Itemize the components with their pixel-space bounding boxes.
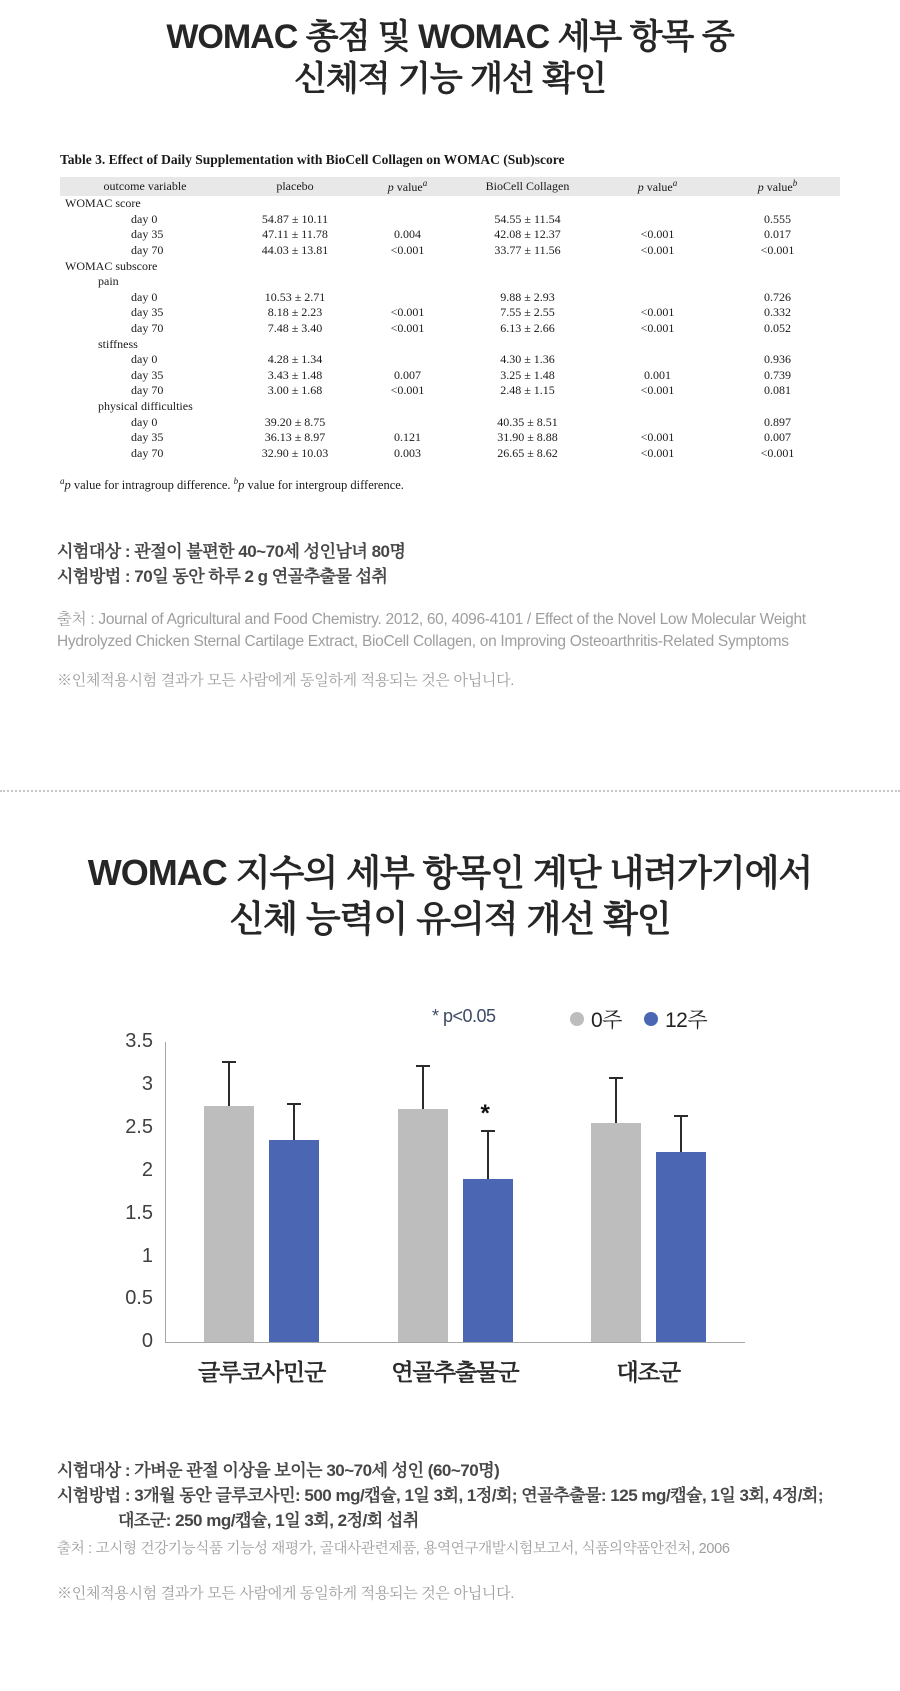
table-row-label: stiffness — [98, 336, 138, 351]
table-cell: 40.35 ± 8.51 — [497, 414, 558, 429]
table-row — [60, 383, 840, 399]
section-divider — [0, 790, 900, 792]
table-cell: 33.77 ± 11.56 — [494, 243, 561, 258]
table-row-label: day 70 — [131, 383, 164, 398]
womac-table-wrap — [60, 152, 840, 493]
table-title: Table 3. Effect of Daily Supplementation with BioCell Collagen on WOMAC (Sub)score — [60, 152, 565, 167]
table-cell: <0.001 — [390, 305, 425, 320]
table-cell: 3.25 ± 1.48 — [500, 367, 555, 382]
table-cell: 0.739 — [764, 367, 791, 382]
table-cell: 31.90 ± 8.88 — [497, 430, 558, 445]
section2-study-info — [57, 1458, 900, 1533]
table-cell: 0.052 — [764, 321, 791, 336]
table-row — [60, 196, 840, 212]
table-cell: 0.936 — [764, 352, 791, 367]
table-cell: 0.004 — [394, 227, 421, 242]
table-row-label: physical difficulties — [98, 399, 193, 414]
table-cell: 47.11 ± 11.78 — [262, 227, 328, 242]
table-cell: <0.001 — [640, 305, 675, 320]
y-tick-label: 0 — [141, 1330, 153, 1353]
legend-item — [644, 1004, 707, 1034]
significance-asterisk: * — [480, 1099, 490, 1127]
table-cell: 4.28 ± 1.34 — [267, 352, 323, 367]
table-cell: <0.001 — [640, 321, 675, 336]
table-row — [60, 446, 840, 462]
table-cell: <0.001 — [390, 243, 425, 258]
table-cell: 39.20 ± 8.75 — [264, 414, 326, 429]
table-cell: 36.13 ± 8.97 — [264, 430, 326, 445]
table-row-label: WOMAC subscore — [65, 258, 158, 273]
table-column-header: outcome variable — [103, 179, 187, 193]
table-row-label: WOMAC score — [65, 196, 141, 211]
table-cell: 7.55 ± 2.55 — [500, 305, 555, 320]
table-row — [60, 321, 840, 337]
table-row-label: day 0 — [131, 211, 158, 226]
section1-title — [0, 0, 900, 100]
table-row — [60, 305, 840, 321]
section2-title-line2: 신체 능력이 유의적 개선 확인 — [229, 898, 671, 940]
table-header-row — [60, 177, 840, 196]
legend-label: 12주 — [664, 1009, 708, 1033]
table-column-header: BioCell Collagen — [485, 179, 570, 193]
table-cell: 8.18 ± 2.23 — [267, 305, 323, 320]
section1-title-line2: 신체적 기능 개선 확인 — [294, 60, 606, 98]
section1-method: 시험방법 : 70일 동안 하루 2 g 연골추출물 섭취 — [57, 567, 388, 587]
bar-chart — [50, 1030, 850, 1392]
section1-source — [57, 609, 900, 653]
table-cell: 7.48 ± 3.40 — [267, 321, 323, 336]
category-label: 대조군 — [616, 1359, 681, 1386]
table-row — [60, 399, 840, 415]
error-bar-line — [228, 1061, 230, 1106]
table-cell: <0.001 — [640, 383, 675, 398]
table-row — [60, 352, 840, 368]
x-axis-line — [165, 1342, 745, 1343]
table-row — [60, 290, 840, 306]
legend-label: 0주 — [591, 1009, 622, 1033]
table-cell: 9.88 ± 2.93 — [500, 289, 555, 304]
table-cell: 4.30 ± 1.36 — [500, 352, 555, 367]
table-cell: 0.332 — [764, 305, 791, 320]
table-cell: 10.53 ± 2.71 — [264, 289, 326, 304]
table-row — [60, 258, 840, 274]
table-cell: 0.555 — [764, 211, 791, 226]
table-row-label: day 70 — [131, 321, 164, 336]
table-cell: 42.08 ± 12.37 — [494, 227, 561, 242]
chart-legend-row — [0, 1002, 900, 1032]
y-tick-label: 2.5 — [125, 1115, 153, 1138]
table-row — [60, 368, 840, 384]
table-cell: 0.017 — [764, 227, 791, 242]
table-row-label: day 0 — [131, 414, 158, 429]
table-cell: 0.081 — [764, 383, 791, 398]
table-cell: <0.001 — [640, 445, 675, 460]
womac-table — [60, 177, 840, 461]
table-cell: 0.007 — [394, 367, 421, 382]
table-cell: 2.48 ± 1.15 — [500, 383, 555, 398]
table-row-label: day 0 — [131, 289, 158, 304]
section1-subjects: 시험대상 : 관절이 불편한 40~70세 성인남녀 80명 — [57, 542, 406, 562]
chart-legend — [570, 1004, 707, 1034]
table-cell: 44.03 ± 13.81 — [261, 243, 329, 258]
table-row-label: day 0 — [131, 352, 158, 367]
section1-title-line1: WOMAC 총점 및 WOMAC 세부 항목 중 — [166, 18, 734, 56]
y-tick-label: 0.5 — [125, 1287, 153, 1310]
table-cell: 54.55 ± 11.54 — [494, 211, 561, 226]
table-row-label: day 35 — [131, 367, 164, 382]
y-tick-label: 3 — [141, 1073, 153, 1096]
table-cell: <0.001 — [390, 321, 425, 336]
chart-bar — [463, 1179, 513, 1342]
table-row — [60, 336, 840, 352]
table-cell: 0.007 — [764, 430, 791, 445]
table-row — [60, 274, 840, 290]
error-bar-line — [487, 1130, 489, 1180]
table-cell: <0.001 — [390, 383, 425, 398]
table-column-header: placebo — [276, 179, 314, 193]
error-bar-line — [422, 1065, 424, 1109]
error-bar-cap — [481, 1130, 495, 1132]
table-cell: 0.003 — [394, 445, 421, 460]
table-cell: 0.121 — [394, 430, 421, 445]
table-column-header: p value$^a$ — [387, 178, 428, 194]
table-row — [60, 212, 840, 228]
table-cell: 3.43 ± 1.48 — [267, 367, 323, 382]
error-bar-line — [615, 1077, 617, 1123]
table-row — [60, 243, 840, 259]
y-tick-label: 3.5 — [125, 1030, 153, 1053]
section2-source: 출처 : 고시형 건강기능식품 기능성 재평가, 골대사관련제품, 용역연구개발시험보고서, 식품의약품안전처, 2006 — [57, 1541, 730, 1558]
table-footnote: $^a$p value for intragroup difference. $^b$p value for intergroup difference. — [60, 476, 404, 493]
error-bar-cap — [416, 1065, 430, 1067]
legend-dot-icon — [644, 1012, 658, 1026]
table-row-label: day 35 — [131, 305, 164, 320]
table-cell: 0.001 — [644, 367, 671, 382]
category-label: 글루코사민군 — [198, 1359, 326, 1386]
section2-method-line1: 시험방법 : 3개월 동안 글루코사민: 500 mg/캡슐, 1일 3회, 1정/회; 연골추출물: 125 mg/캡슐, 1일 3회, 4정/회; — [57, 1486, 824, 1506]
section2-disclaimer: ※인체적용시험 결과가 모든 사람에게 동일하게 적용되는 것은 아닙니다. — [57, 1585, 515, 1603]
section1-source-line1: 출처 : Journal of Agricultural and Food Chemistry. 2012, 60, 4096-4101 / Effect of the Novel Low Molecular Weight — [57, 611, 806, 629]
error-bar-cap — [287, 1103, 301, 1105]
section1-source-line2: Hydrolyzed Chicken Sternal Cartilage Extract, BioCell Collagen, on Improving Osteoarthritis-Related Symptoms — [57, 633, 789, 651]
y-axis-line — [165, 1042, 166, 1343]
table-cell: 0.897 — [764, 414, 791, 429]
table-cell: 54.87 ± 10.11 — [261, 211, 329, 226]
table-cell: <0.001 — [760, 243, 795, 258]
error-bar-cap — [222, 1061, 236, 1063]
chart-bar — [591, 1123, 641, 1342]
category-label: 연골추출물군 — [391, 1359, 519, 1386]
error-bar-cap — [609, 1077, 623, 1079]
table-row-label: day 70 — [131, 445, 164, 460]
table-column-header: p value$^b$ — [757, 178, 798, 194]
section2-subjects: 시험대상 : 가벼운 관절 이상을 보이는 30~70세 성인 (60~70명) — [57, 1461, 500, 1481]
significance-note: * p<0.05 — [432, 1006, 496, 1027]
y-tick-label: 1 — [141, 1244, 153, 1267]
table-cell: 26.65 ± 8.62 — [497, 445, 558, 460]
table-row — [60, 414, 840, 430]
chart-bar — [398, 1109, 448, 1342]
table-row-label: pain — [98, 274, 119, 289]
chart-bar — [204, 1106, 254, 1343]
table-row-label: day 35 — [131, 430, 164, 445]
section1-disclaimer: ※인체적용시험 결과가 모든 사람에게 동일하게 적용되는 것은 아닙니다. — [57, 672, 515, 690]
y-tick-label: 1.5 — [125, 1201, 153, 1224]
table-row-label: day 70 — [131, 243, 164, 258]
error-bar-cap — [674, 1115, 688, 1117]
section2-method-line2: 대조군: 250 mg/캡슐, 1일 3회, 2정/회 섭취 — [118, 1511, 419, 1531]
table-column-header: p value$^a$ — [637, 178, 678, 194]
section2-title — [0, 850, 900, 942]
chart-bar — [269, 1140, 319, 1342]
legend-item — [570, 1004, 622, 1034]
error-bar-line — [680, 1115, 682, 1152]
table-row — [60, 227, 840, 243]
table-row — [60, 430, 840, 446]
legend-dot-icon — [570, 1012, 584, 1026]
y-tick-label: 2 — [141, 1158, 153, 1181]
table-cell: 6.13 ± 2.66 — [500, 321, 555, 336]
error-bar-line — [293, 1103, 295, 1140]
section2-title-line1: WOMAC 지수의 세부 항목인 계단 내려가기에서 — [87, 852, 813, 894]
table-cell: <0.001 — [640, 430, 675, 445]
table-cell: 32.90 ± 10.03 — [261, 445, 329, 460]
section1-study-info — [57, 539, 900, 589]
table-cell: 0.726 — [764, 289, 791, 304]
table-cell: <0.001 — [640, 243, 675, 258]
table-row-label: day 35 — [131, 227, 164, 242]
table-cell: <0.001 — [640, 227, 675, 242]
table-cell: <0.001 — [760, 445, 795, 460]
table-cell: 3.00 ± 1.68 — [267, 383, 323, 398]
chart-bar — [656, 1152, 706, 1342]
